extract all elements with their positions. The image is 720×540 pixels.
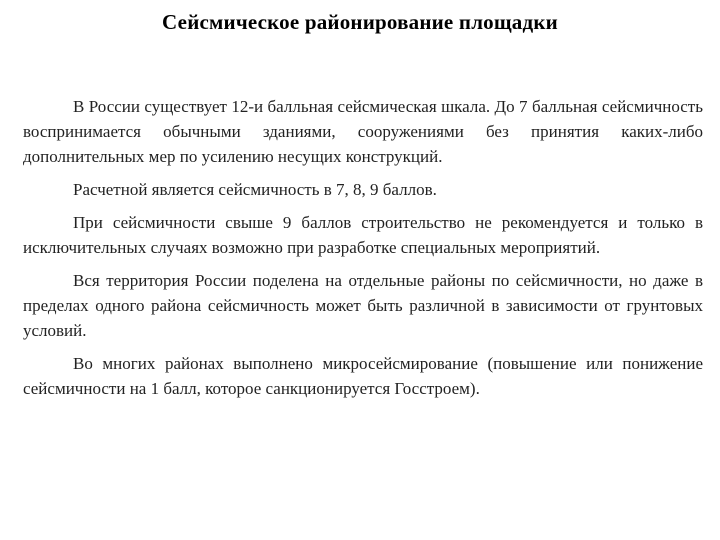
slide-title: Сейсмическое районирование площадки <box>162 10 558 34</box>
paragraph-seismic-scale: В России существует 12-и балльная сейсмическая шкала. До 7 балльная сейсмичность воспринимается обычными зданиями, сооружениями без принятия каких-либо дополнительных мер по усилению несущих конструкций. <box>23 97 703 166</box>
paragraph-design-seismicity: Расчетной является сейсмичность в 7, 8, 9 баллов. <box>73 180 437 199</box>
slide-body <box>23 94 703 409</box>
paragraph-territory-zones: Вся территория России поделена на отдельные районы по сейсмичности, но даже в пределах одного района сейсмичность может быть различной в зависимости от грунтовых условий. <box>23 271 703 340</box>
paragraph-microseismic: Во многих районах выполнено микросейсмирование (повышение или понижение сейсмичности на 1 балл, которое санкционируется Госстроем). <box>23 354 703 398</box>
paragraph-above-nine: При сейсмичности свыше 9 баллов строительство не рекомендуется и только в исключительных случаях возможно при разработке специальных мероприятий. <box>23 213 703 257</box>
